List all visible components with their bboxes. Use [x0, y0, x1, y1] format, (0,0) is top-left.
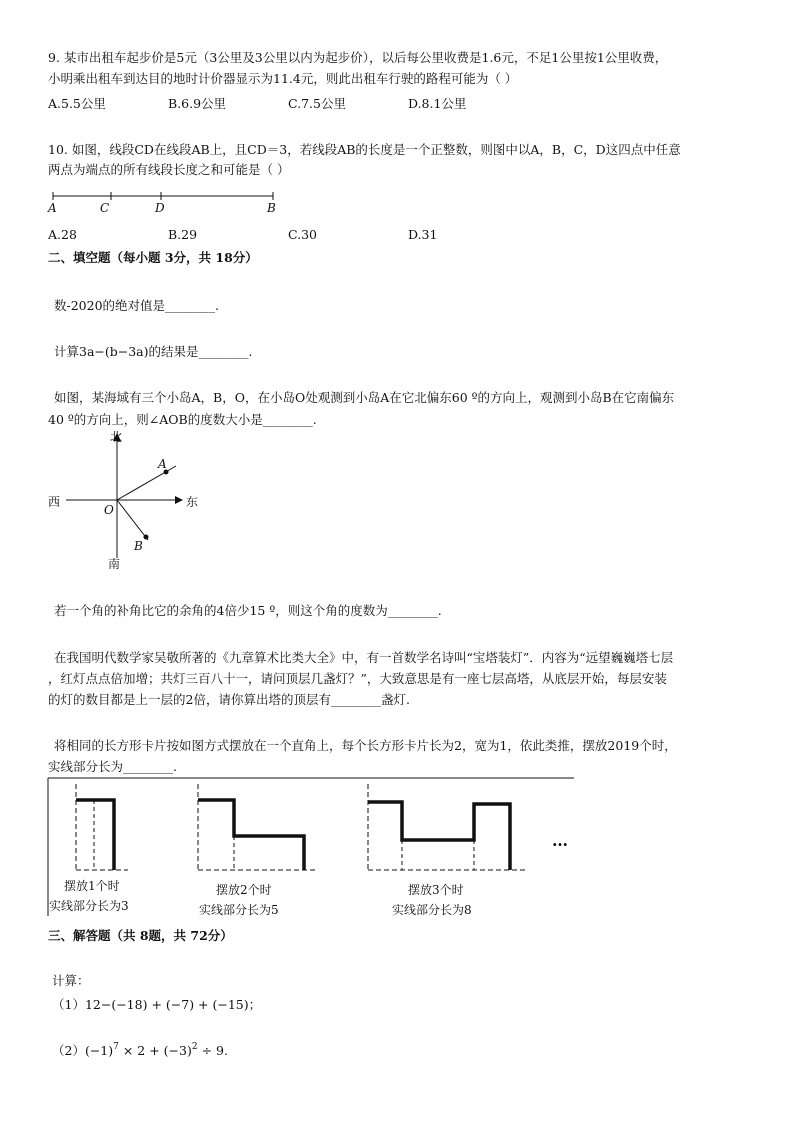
- west-label: 西: [48, 495, 61, 509]
- calc-part2-c: ÷ 9.: [197, 1043, 228, 1058]
- q9-option-a: A.5.5公里: [48, 96, 106, 111]
- east-label: 东: [186, 495, 199, 509]
- q9-line1: 9. 某市出租车起步价是5元（3公里及3公里以内为起步价），以后每公里收费是1.6元，不足1公里按1公里收费，: [48, 50, 668, 65]
- point-d-label: D: [155, 201, 165, 215]
- figure-1-card: [76, 784, 128, 870]
- q10-option-c: C.30: [288, 227, 317, 242]
- point-c-label: C: [100, 201, 110, 215]
- calc-part2-exp1: 7: [113, 1042, 119, 1052]
- fill6-line1: 将相同的长方形卡片按如图方式摆放在一个直角上，每个长方形卡片长为2，宽为1，依此类推，摆放2019个时，: [54, 738, 677, 753]
- caption-3b: 实线部分长为8: [392, 903, 472, 917]
- q9-option-b: B.6.9公里: [168, 96, 227, 111]
- section3-title: 三、解答题（共 8题，共 72分）: [48, 928, 233, 943]
- compass-a-label: A: [158, 457, 167, 471]
- caption-2a: 摆放2个时: [216, 883, 272, 897]
- compass-b-label: B: [134, 539, 143, 553]
- calc-part2: [52, 1041, 228, 1063]
- q10-option-a: A.28: [48, 227, 77, 242]
- q10-line2: 两点为端点的所有线段长度之和可能是（ ）: [48, 162, 290, 177]
- section2-title: 二、填空题（每小题 3分，共 18分）: [48, 250, 258, 265]
- calc-part2-b: × 2 + (−3): [118, 1043, 192, 1058]
- calc-part2-a: （2）(−1): [52, 1043, 114, 1058]
- figure-2-cards: [198, 784, 318, 870]
- north-label: 北: [110, 430, 123, 444]
- caption-3a: 摆放3个时: [408, 883, 464, 897]
- cards-figure: [46, 776, 576, 921]
- calc-part1: （1）12−(−18) + (−7) + (−15)；: [52, 997, 262, 1012]
- point-b-label: B: [267, 201, 276, 215]
- fill3-line2: 40 º的方向上，则∠AOB的度数大小是________.: [48, 412, 317, 427]
- fill5-line1: 在我国明代数学家吴敬所著的《九章算术比类大全》中，有一首数学名诗叫“宝塔装灯”．内容为“远望巍巍塔七层: [54, 650, 674, 665]
- fill5-line2: ，红灯点点倍加增；共灯三百八十一，请问顶层几盏灯？”，大致意思是有一座七层高塔，从底层开始，每层安装: [48, 671, 667, 686]
- fill6-line2: 实线部分长为________.: [48, 759, 177, 774]
- point-b-dot: [144, 535, 149, 540]
- caption-1b: 实线部分长为3: [49, 899, 129, 913]
- q10-segment-diagram: [48, 188, 288, 218]
- caption-1a: 摆放1个时: [64, 879, 120, 893]
- fill3-line1: 如图，某海域有三个小岛A，B，O，在小岛O处观测到小岛A在它北偏东60 º的方向上，观测到小岛B在它南偏东: [54, 390, 675, 405]
- q10-option-d: D.31: [408, 227, 438, 242]
- figure-ellipsis: …: [552, 831, 568, 850]
- south-label: 南: [108, 557, 121, 571]
- ray-ob: [117, 500, 148, 540]
- origin-label: O: [104, 503, 114, 517]
- q9-option-d: D.8.1公里: [408, 96, 467, 111]
- figure-3-cards: [368, 784, 526, 870]
- calc-label: 计算：: [52, 973, 90, 988]
- caption-2b: 实线部分长为5: [199, 903, 279, 917]
- calc-part2-exp2: 2: [191, 1042, 198, 1052]
- point-a-label: A: [48, 201, 57, 215]
- fill4-text: 若一个角的补角比它的余角的4倍少15 º，则这个角的度数为________.: [54, 603, 442, 618]
- q10-option-b: B.29: [168, 227, 198, 242]
- compass-diagram: [46, 428, 216, 573]
- fill1-text: 数-2020的绝对值是________.: [54, 298, 220, 313]
- q10-line1: 10. 如图，线段CD在线段AB上，且CD＝3，若线段AB的长度是一个正整数，则图中以A，B，C，D这四点中任意: [48, 142, 681, 157]
- q9-line2: 小明乘出租车到达目的地时计价器显示为11.4元，则此出租车行驶的路程可能为（ ）: [48, 71, 518, 86]
- q9-option-c: C.7.5公里: [288, 96, 346, 111]
- fill2-text: 计算3a−(b−3a)的结果是________.: [54, 344, 253, 359]
- fill5-line3: 的灯的数目都是上一层的2倍，请你算出塔的顶层有________盏灯.: [48, 692, 410, 707]
